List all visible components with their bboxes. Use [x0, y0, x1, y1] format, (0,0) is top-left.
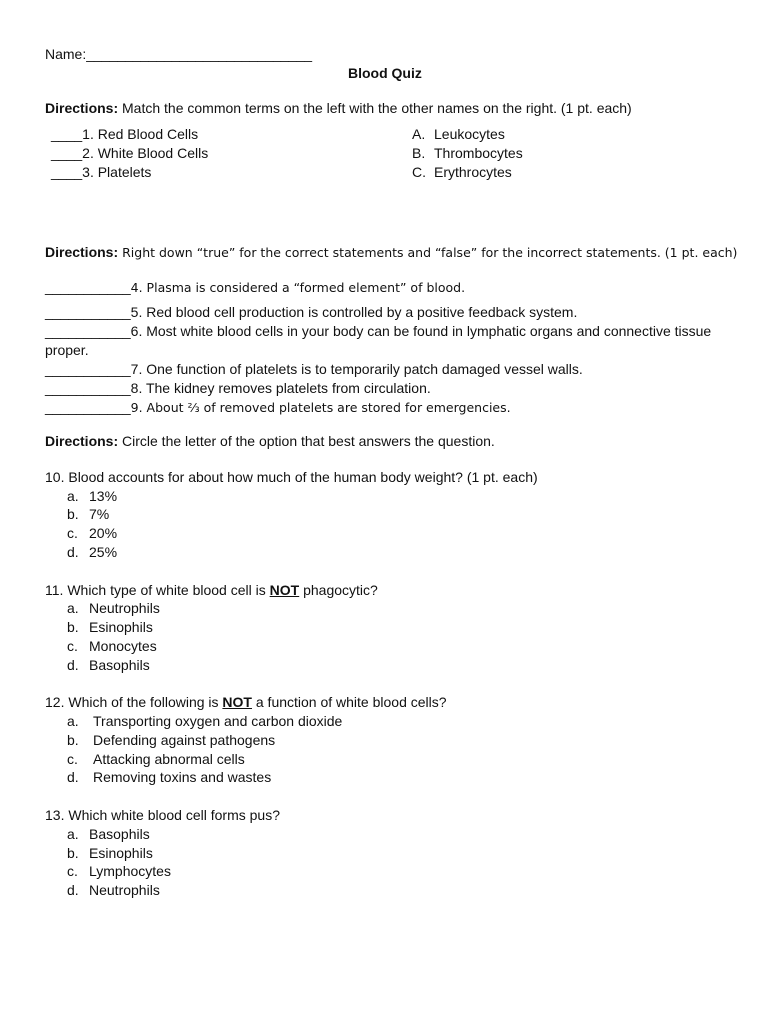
- answer-blank[interactable]: ____: [51, 164, 83, 180]
- answer-blank[interactable]: ___________: [45, 304, 131, 320]
- directions-multiple-choice: Directions: Circle the letter of the option that best answers the question.: [45, 433, 495, 449]
- q11-option-a[interactable]: a. Neutrophils: [67, 600, 160, 616]
- q10-option-d[interactable]: d. 25%: [67, 544, 118, 560]
- directions-true-false: Directions: Right down “true” for the correct statements and “false” for the incorrect statements. (1 pt. each): [45, 244, 738, 260]
- q13-option-c[interactable]: c. Lymphocytes: [67, 863, 171, 879]
- question-12: 12. Which of the following is NOT a function of white blood cells?: [45, 694, 447, 710]
- q13-option-b[interactable]: b. Esinophils: [67, 845, 153, 861]
- q12-option-b[interactable]: b. Defending against pathogens: [67, 732, 276, 748]
- q13-option-d[interactable]: d. Neutrophils: [67, 882, 160, 898]
- directions-matching: Directions: Match the common terms on the left with the other names on the right. (1 pt. each): [45, 100, 632, 116]
- match-item-2: ____2. White Blood Cells: [51, 145, 209, 161]
- answer-blank[interactable]: ____: [51, 126, 83, 142]
- match-option-c: C. Erythrocytes: [412, 164, 512, 180]
- match-item-3: ____3. Platelets: [51, 164, 152, 180]
- tf-item-5: ___________5. Red blood cell production is controlled by a positive feedback system.: [45, 304, 578, 320]
- tf-item-6-continuation: proper.: [45, 342, 89, 358]
- q10-option-c[interactable]: c. 20%: [67, 525, 118, 541]
- answer-blank[interactable]: ___________: [45, 323, 131, 339]
- name-label: Name:: [45, 46, 87, 62]
- tf-item-9: ___________9. About ⅔ of removed platelets are stored for emergencies.: [45, 399, 511, 415]
- match-option-b: B. Thrombocytes: [412, 145, 523, 161]
- q12-option-a[interactable]: a. Transporting oxygen and carbon dioxide: [67, 713, 343, 729]
- answer-blank[interactable]: ___________: [45, 399, 131, 415]
- answer-blank[interactable]: ___________: [45, 380, 131, 396]
- tf-item-7: ___________7. One function of platelets is to temporarily patch damaged vessel walls.: [45, 361, 583, 377]
- q11-option-d[interactable]: d. Basophils: [67, 657, 150, 673]
- match-item-1: ____1. Red Blood Cells: [51, 126, 199, 142]
- q12-option-d[interactable]: d. Removing toxins and wastes: [67, 769, 272, 785]
- match-option-a: A. Leukocytes: [412, 126, 505, 142]
- answer-blank[interactable]: ____: [51, 145, 83, 161]
- q10-option-a[interactable]: a. 13%: [67, 488, 118, 504]
- question-10: 10. Blood accounts for about how much of the human body weight? (1 pt. each): [45, 469, 538, 485]
- answer-blank[interactable]: ___________: [45, 279, 131, 295]
- name-line: [45, 45, 312, 63]
- q10-option-b[interactable]: b. 7%: [67, 506, 110, 522]
- tf-item-6: ___________6. Most white blood cells in your body can be found in lymphatic organs and connective tissue: [45, 323, 712, 339]
- q13-option-a[interactable]: a. Basophils: [67, 826, 150, 842]
- q11-option-b[interactable]: b. Esinophils: [67, 619, 153, 635]
- question-11: 11. Which type of white blood cell is NOT phagocytic?: [45, 582, 378, 598]
- page-title: Blood Quiz: [348, 65, 422, 81]
- question-13: 13. Which white blood cell forms pus?: [45, 807, 280, 823]
- q11-option-c[interactable]: c. Monocytes: [67, 638, 157, 654]
- tf-item-8: ___________8. The kidney removes platelets from circulation.: [45, 380, 431, 396]
- answer-blank[interactable]: ___________: [45, 361, 131, 377]
- name-blank[interactable]: _____________________________: [86, 46, 313, 62]
- q12-option-c[interactable]: c. Attacking abnormal cells: [67, 751, 245, 767]
- tf-item-4: ___________4. Plasma is considered a “formed element” of blood.: [45, 279, 466, 295]
